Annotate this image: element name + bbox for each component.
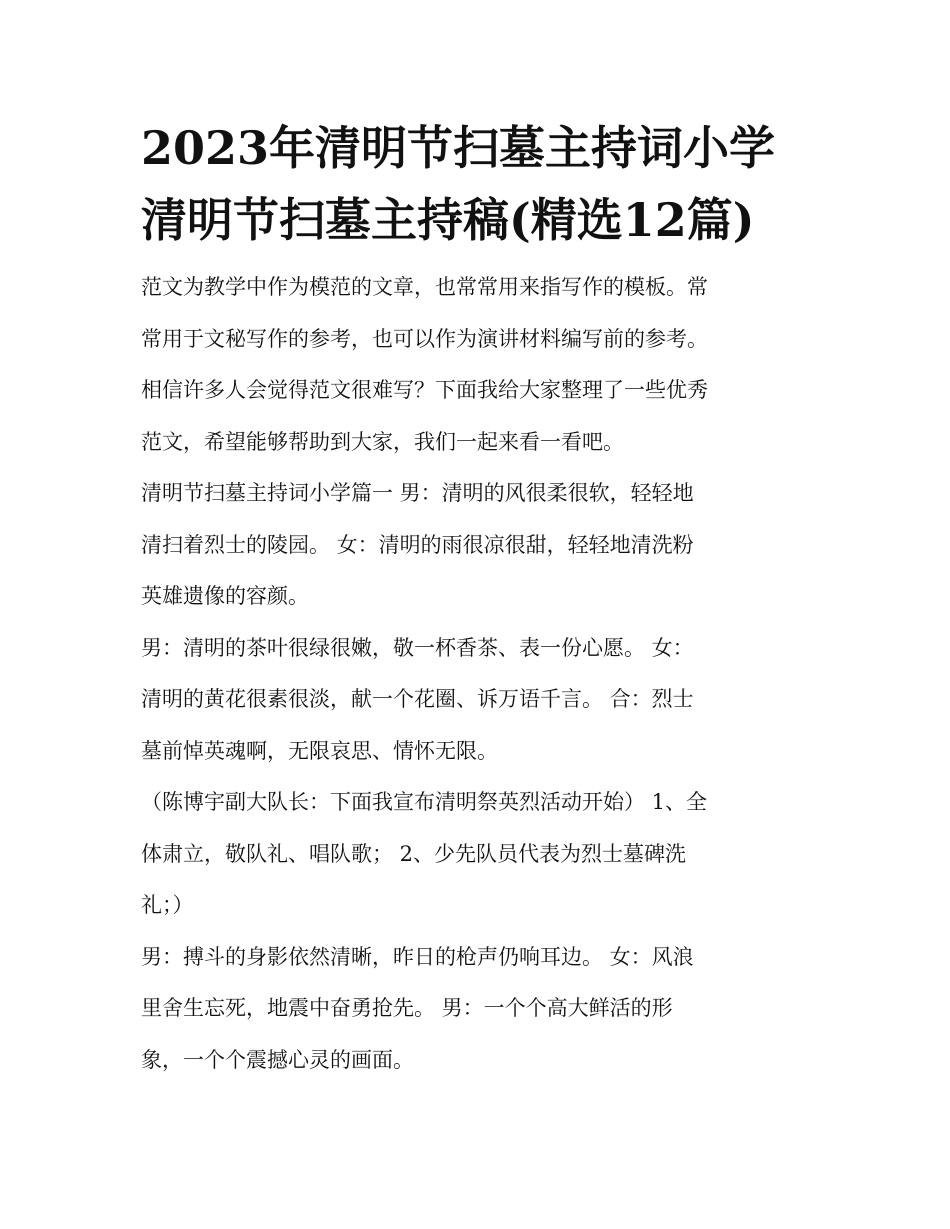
text-line: 男：清明的茶叶很绿很嫩，敬一杯香茶、表一份心愿。 女： [141,635,694,660]
paragraph-intro [141,262,813,468]
text-line: 相信许多人会觉得范文很难写？下面我给大家整理了一些优秀 [141,378,708,402]
text-line: 清扫着烈士的陵园。 女：清明的雨很凉很甜，轻轻地清洗粉 [141,532,694,557]
title-line: 2023年清明节扫墓主持词小学 [141,121,776,175]
paragraph-ceremony [141,777,813,932]
paragraph-tea [141,623,813,778]
text-line: 墓前悼英魂啊，无限哀思、情怀无限。 [141,738,498,763]
text-line: 范文为教学中作为模范的文章，也常常用来指写作的模板。常 [141,275,708,299]
document-title [141,112,813,256]
paragraph-heroes [141,932,813,1087]
text-line: 范文，希望能够帮助到大家，我们一起来看一看吧。 [141,429,624,454]
text-line: 常用于文秘写作的参考，也可以作为演讲材料编写前的参考。 [141,326,708,351]
text-line: 象，一个个震撼心灵的画面。 [141,1047,414,1072]
document-page [141,112,813,1086]
text-line: 英雄遗像的容颜。 [141,584,309,608]
text-line: 清明节扫墓主持词小学篇一 男：清明的风很柔很软，轻轻地 [141,481,694,505]
title-line: 清明节扫墓主持稿(精选12篇) [141,193,755,247]
text-line: 体肃立，敬队礼、唱队歌； 2、少先队员代表为烈士墓碑洗 [141,841,687,866]
text-line: （陈博宇副大队长：下面我宣布清明祭英烈活动开始） 1、全 [141,790,708,814]
text-line: 礼；） [141,893,194,917]
text-line: 里舍生忘死，地震中奋勇抢先。 男：一个个高大鲜活的形 [141,996,673,1020]
document-body [141,262,813,1086]
text-line: 男：搏斗的身影依然清晰，昨日的枪声仍响耳边。 女：风浪 [141,944,694,969]
text-line: 清明的黄花很素很淡，献一个花圈、诉万语千言。 合：烈士 [141,687,694,711]
paragraph-section-one [141,468,813,623]
